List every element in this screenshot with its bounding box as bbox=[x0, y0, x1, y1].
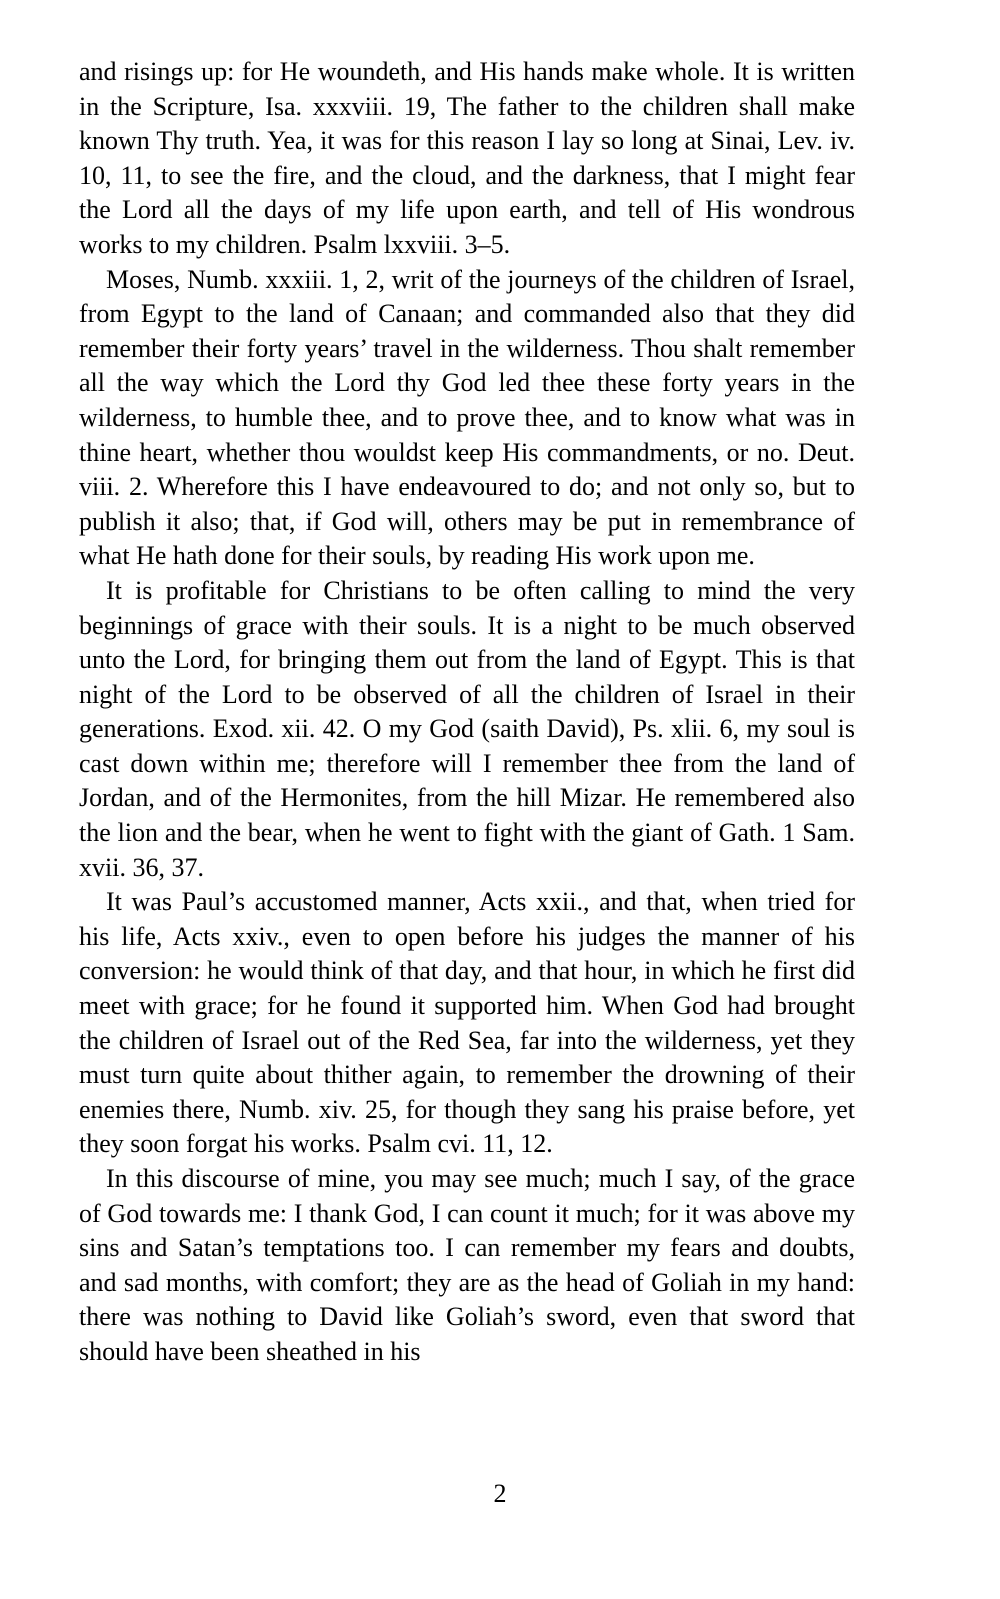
paragraph-5: In this discourse of mine, you may see much; much I say, of the grace of God towards me: I thank God, I can count it much; for it was above my sins and Satan’s temptations too. I can remember my fears and doubts, and sad months, with comfort; they are as the head of Goliah in my hand: there was nothing to David like Goliah’s sword, even that sword that should have been sheathed in his bbox=[79, 1164, 855, 1366]
paragraph-2: Moses, Numb. xxxiii. 1, 2, writ of the journeys of the children of Israel, from Egypt to the land of Canaan; and commanded also that they did remember their forty years’ travel in the wilderness. Thou shalt remember all the way which the Lord thy God led thee these forty years in the wilderness, to humble thee, and to prove thee, and to know what was in thine heart, whether thou wouldst keep His commandments, or no. Deut. viii. 2. Wherefore this I have endeavoured to do; and not only so, but to publish it also; that, if God will, others may be put in remembrance of what He hath done for their souls, by reading His work upon me. bbox=[79, 264, 855, 571]
paragraph-1: and risings up: for He woundeth, and His hands make whole. It is written in the Scripture, Isa. xxxviii. 19, The father to the children shall make known Thy truth. Yea, it was for this reason I lay so long at Sinai, Lev. iv. 10, 11, to see the fire, and the cloud, and the darkness, that I might fear the Lord all the days of my life upon earth, and tell of His wondrous works to my children. Psalm lxxviii. 3–5. bbox=[79, 57, 855, 259]
page-number: 2 bbox=[493, 1479, 507, 1508]
paragraph-4: It was Paul’s accustomed manner, Acts xxii., and that, when tried for his life, Acts xxiv., even to open before his judges the manner of his conversion: he would think of that day, and that hour, in which he first did meet with grace; for he found it supported him. When God had brought the children of Israel out of the Red Sea, far into the wilderness, yet they must turn quite about thither again, to remember the drowning of their enemies there, Numb. xiv. 25, for though they sang his praise before, yet they soon forgat his works. Psalm cvi. 11, 12. bbox=[79, 887, 855, 1159]
paragraph-3: It is profitable for Christians to be often calling to mind the very beginnings of grace with their souls. It is a night to be much observed unto the Lord, for bringing them out from the land of Egypt. This is that night of the Lord to be observed of all the children of Israel in their generations. Exod. xii. 42. O my God (saith David), Ps. xlii. 6, my soul is cast down within me; therefore will I remember thee from the land of Jordan, and of the Hermonites, from the hill Mizar. He remembered also the lion and the bear, when he went to fight with the giant of Gath. 1 Sam. xvii. 36, 37. bbox=[79, 575, 855, 882]
page-body bbox=[79, 55, 855, 1370]
